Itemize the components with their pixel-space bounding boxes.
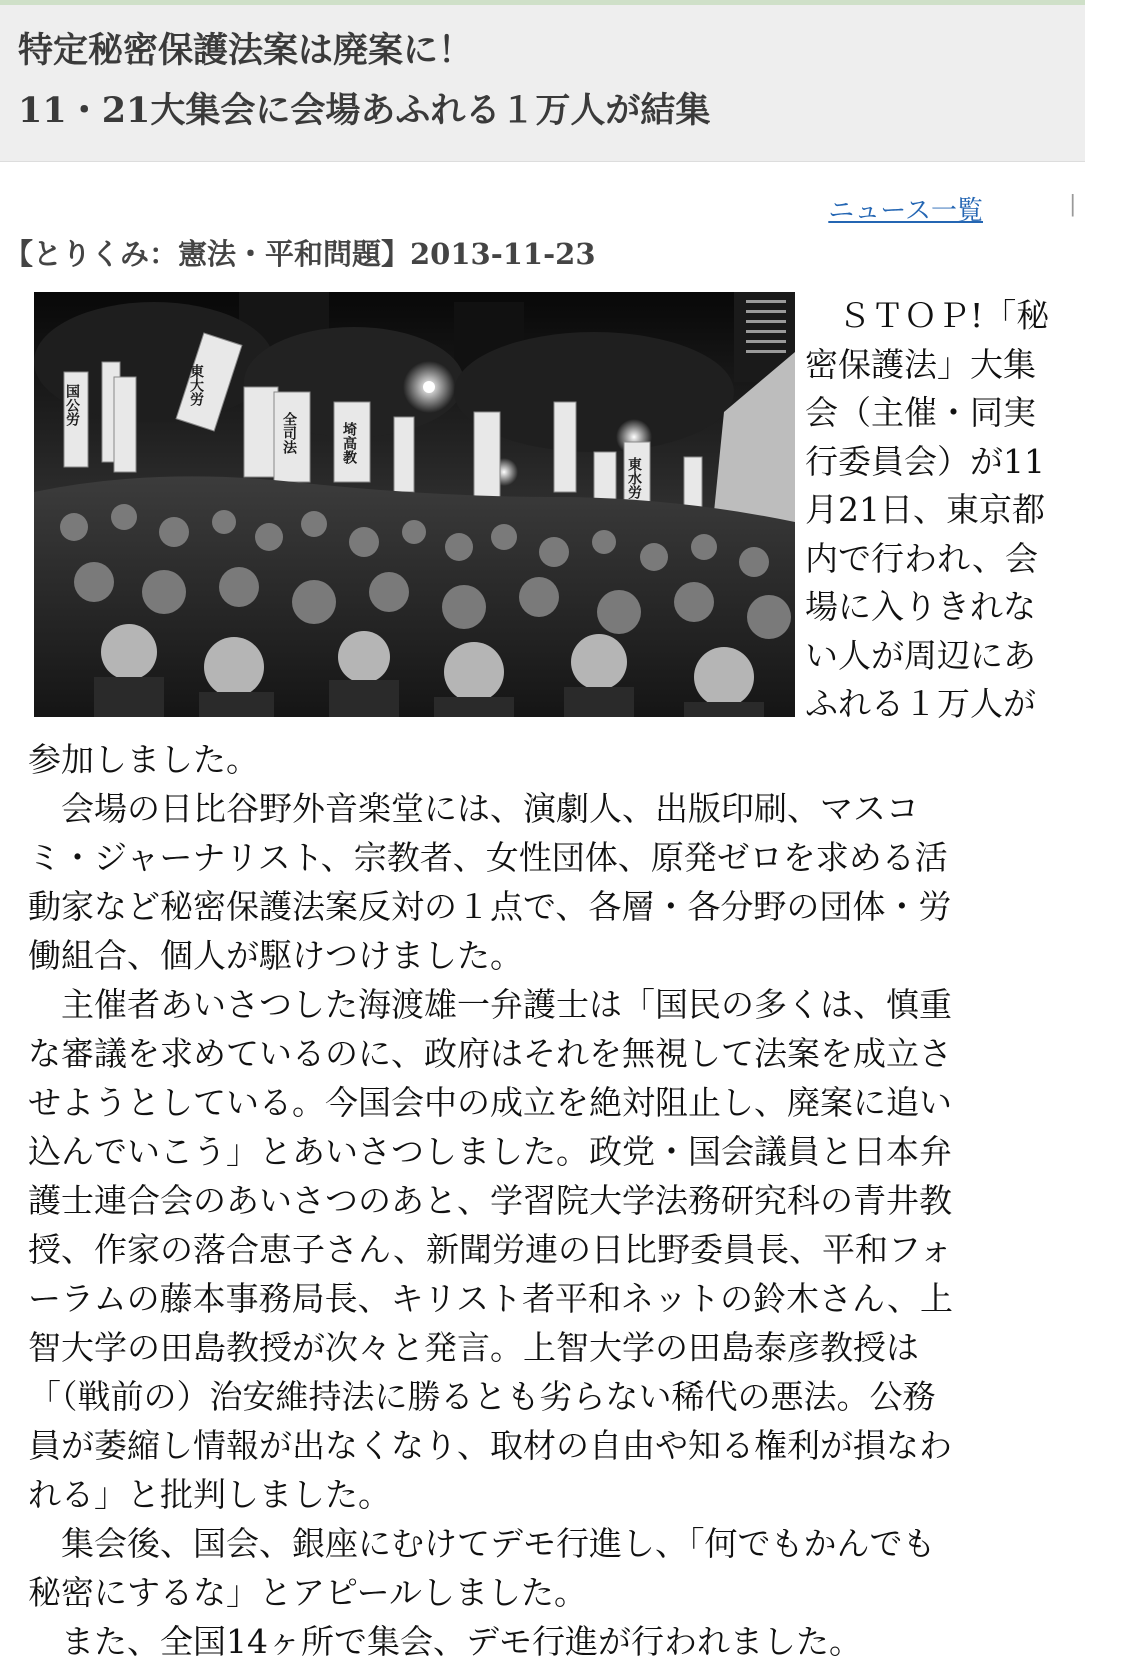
article-line: な審議を求めているのに、政府はそれを無視して法案を成立さ [28,1034,952,1073]
article-line: 会（主催・同実 [805,393,1036,432]
banner-label: 国公労 [64,384,80,426]
banner-label: 全司法 [281,412,297,454]
article-line: ふれる１万人が [805,684,1036,723]
article-category-date: 【とりくみ：憲法・平和問題】2013-11-23 [4,237,596,271]
article-header [0,5,1085,162]
article-line: 智大学の田島教授が次々と発言。上智大学の田島泰彦教授は [28,1328,919,1367]
article-line: 主催者あいさつした海渡雄一弁護士は「国民の多くは、慎重 [28,985,952,1024]
article-line: 「（戦前の）治安維持法に勝るとも劣らない稀代の悪法。公務 [28,1377,936,1416]
article-line: 授、作家の落合恵子さん、新聞労連の日比野委員長、平和フォ [28,1230,953,1269]
article-line: 集会後、国会、銀座にむけてデモ行進し、「何でもかんでも [28,1524,936,1563]
article-line: 会場の日比谷野外音楽堂には、演劇人、出版印刷、マスコ [28,789,919,828]
article-line: 込んでいこう」とあいさつしました。政党・国会議員と日本弁 [28,1132,952,1171]
article-line: 秘密にするな」とアピールしました。 [28,1573,588,1612]
article-body [28,735,1088,1666]
article-line: 参加しました。 [28,740,259,779]
article-line: れる」と批判しました。 [28,1475,391,1514]
nav-separator: | [1069,192,1077,217]
article-title-line2: 11・21大集会に会場あふれる１万人が結集 [18,90,711,131]
article-line: 護士連合会のあいさつのあと、学習院大学法務研究科の青井教 [28,1181,952,1220]
article-line: 月21日、東京都 [805,490,1045,529]
article-line: い人が周辺にあ [805,635,1036,675]
article-title-line1: 特定秘密保護法案は廃案に！ [18,30,474,71]
banner-label: 東大労 [188,364,204,406]
banner-label: 埼高教 [341,422,357,464]
news-list-link[interactable]: ニュース一覧 [828,196,983,226]
article-line: 密保護法」大集 [805,344,1036,384]
rally-photo [34,292,795,717]
banner-label: 東水労 [626,457,642,499]
article-line: ミ・ジャーナリスト、宗教者、女性団体、原発ゼロを求める活 [28,838,948,877]
article-line: 場に入りきれな [805,587,1036,626]
article-line: 内で行われ、会 [805,538,1038,578]
article-line: また、全国14ヶ所で集会、デモ行進が行われました。 [28,1622,862,1661]
article-line: 行委員会）が11 [805,441,1045,481]
article-line: せようとしている。今国会中の成立を絶対阻止し、廃案に追い [28,1083,952,1122]
article-line: 員が萎縮し情報が出なくなり、取材の自由や知る権利が損なわ [28,1426,952,1465]
article-line: ーラムの藤本事務局長、キリスト者平和ネットの鈴木さん、上 [28,1279,953,1318]
article-line: 働組合、個人が駆けつけました。 [28,936,523,975]
article-lead-text [805,292,1071,729]
article-line: 動家など秘密保護法案反対の１点で、各層・各分野の団体・労 [28,887,952,926]
article-line: ＳＴＯＰ!「秘 [805,296,1050,335]
